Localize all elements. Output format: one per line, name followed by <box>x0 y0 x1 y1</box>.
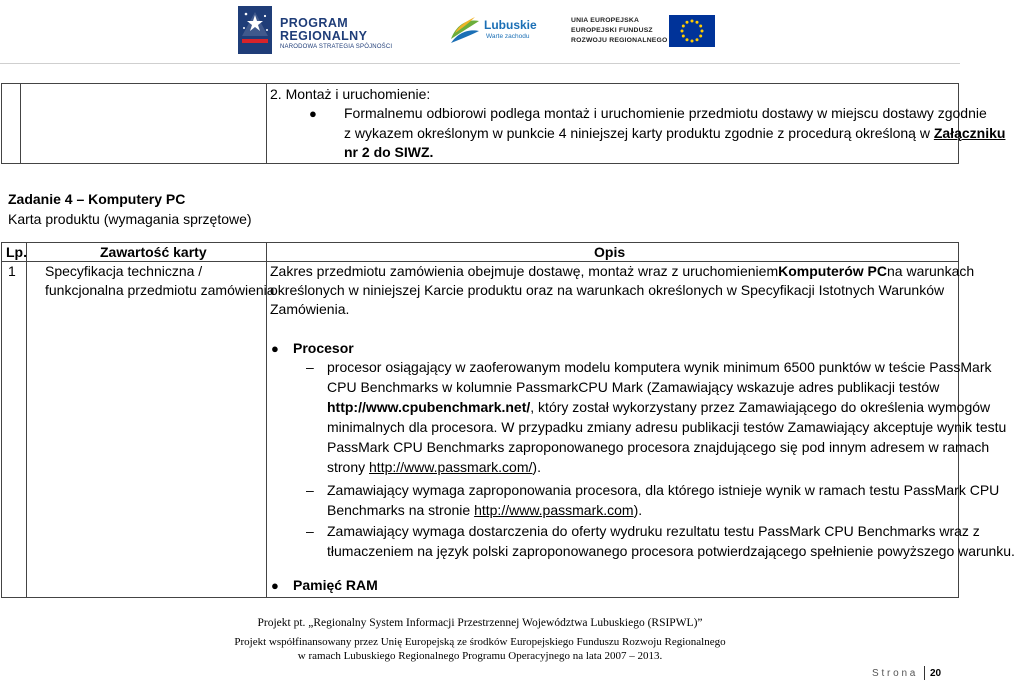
dash-icon: – <box>306 482 314 498</box>
footer-program: w ramach Lubuskiego Regionalnego Programu Operacyjnego na lata 2007 – 2013. <box>297 650 663 662</box>
p2-line2-text: Benchmarks na stronie <box>327 502 471 518</box>
row1-zawartosc-line2: funkcjonalna przedmiotu zamówienia <box>45 282 275 298</box>
section2-col-divider-1 <box>20 84 21 163</box>
cpubenchmark-url: http://www.cpubenchmark.net/ <box>327 399 531 415</box>
intro-line1-end: na warunkach <box>887 263 975 279</box>
row1-lp: 1 <box>8 263 16 279</box>
footer-cofinancing: Projekt współfinansowany przez Unię Europejską ze środków Europejskiego Funduszu Rozwoju Regionalnego <box>234 636 726 648</box>
lubuskie-name: Lubuskie <box>484 18 537 32</box>
p1-line3 <box>327 398 990 418</box>
page-label: S t r o n a <box>872 668 916 679</box>
section2-col-divider-2 <box>266 84 267 163</box>
row1-zawartosc-line1: Specyfikacja techniczna / <box>45 263 203 279</box>
p2-line1: Zamawiający wymaga zaproponowania procesora, dla którego istnieje wynik w ramach testu PassMark CPU <box>327 482 1000 498</box>
section2-heading: 2. Montaż i uruchomienie: <box>270 86 431 102</box>
row1-intro-line1 <box>270 262 975 282</box>
lubuskie-slogan: Warte zachodu <box>486 33 530 40</box>
header-lp: Lp. <box>6 244 27 260</box>
p1-line2: CPU Benchmarks w kolumnie PassmarkCPU Mark (Zamawiający wskazuje adres publikacji testów <box>327 379 940 395</box>
dash-icon: – <box>306 523 314 539</box>
p1-line3-rest: , który został wykorzystany przez Zamawiającego do określenia wymogów <box>530 399 991 415</box>
footer-project-title: Projekt pt. „Regionalny System Informacji Przestrzennej Województwa Lubuskiego (RSIPWL)” <box>257 617 703 629</box>
p1-line4: minimalnych dla procesora. W przypadku zmiany adresu publikacji testów Zamawiający akceptuje wynik testu <box>327 419 1007 435</box>
eu-line1: UNIA EUROPEJSKA <box>571 17 640 24</box>
program-regionalny-line2: REGIONALNY <box>280 29 368 43</box>
passmark-com-link[interactable]: http://www.passmark.com <box>474 502 634 518</box>
zalacznik-reference: Załączniku <box>933 124 1006 141</box>
section2-bullet-line2 <box>344 124 1005 144</box>
program-regionalny-line3: NARODOWA STRATEGIA SPÓJNOŚCI <box>280 44 393 50</box>
p1-line6-text: strony <box>327 459 366 475</box>
eu-flag-icon <box>669 15 715 47</box>
pamiec-label: Pamięć RAM <box>293 577 378 593</box>
page-number-divider <box>924 666 925 680</box>
dash-icon: – <box>306 359 314 375</box>
procesor-label: Procesor <box>293 340 354 356</box>
section2-bullet-line1: Formalnemu odbiorowi podlega montaż i uruchomienie przedmiotu dostawy w miejscu dostawy zgodnie <box>344 105 987 121</box>
intro-komputery-pc: Komputerów PC <box>778 263 887 279</box>
p2-line2-end: ). <box>633 502 643 518</box>
p1-line6 <box>327 458 541 478</box>
program-regionalny-line1: PROGRAM <box>280 16 349 30</box>
table-col-divider-1 <box>26 243 27 597</box>
program-regionalny-logo-icon <box>238 6 272 54</box>
p1-line6-end: ). <box>532 459 541 475</box>
header-zawartosc: Zawartość karty <box>100 244 207 260</box>
header-divider <box>0 63 960 64</box>
bullet-icon: ● <box>309 106 317 121</box>
row1-intro-line3: Zamówienia. <box>270 301 350 317</box>
page-number: 20 <box>930 668 942 679</box>
p1-line1: procesor osiągający w zaoferowanym modelu komputera wynik minimum 6500 punktów w teście PassMark <box>327 359 992 375</box>
eu-line2: EUROPEJSKI FUNDUSZ <box>571 27 653 34</box>
section2-bullet-line3: nr 2 do SIWZ. <box>344 144 434 160</box>
intro-line1-text: Zakres przedmiotu zamówienia obejmuje dostawę, montaż wraz z uruchomieniem <box>270 263 779 279</box>
logo-lubuskie <box>449 11 549 51</box>
passmark-link[interactable]: http://www.passmark.com/ <box>369 459 533 475</box>
section2-bullet-line2-text: z wykazem określonym w punkcie 4 niniejszej karty produktu zgodnie z procedurą określoną w <box>344 124 930 141</box>
p2-line2 <box>327 501 642 521</box>
procesor-bullet-icon: ● <box>271 341 279 356</box>
zadanie-subtitle: Karta produktu (wymagania sprzętowe) <box>8 211 252 227</box>
eu-line3: ROZWOJU REGIONALNEGO <box>571 37 668 44</box>
lubuskie-logo-icon <box>449 11 481 47</box>
logo-program-regionalny <box>238 6 398 54</box>
pamiec-bullet-icon: ● <box>271 578 279 593</box>
logo-unia-europejska <box>571 15 721 49</box>
zadanie-title: Zadanie 4 – Komputery PC <box>8 191 186 207</box>
header-opis: Opis <box>594 244 626 260</box>
p3-line1: Zamawiający wymaga dostarczenia do oferty wydruku rezultatu testu PassMark CPU Benchmarks wraz z <box>327 523 980 539</box>
p3-line2: tłumaczeniem na język polski zaproponowanego procesora potwierdzającego spełnienie powyższego warunku. <box>327 543 1015 559</box>
row1-intro-line2: określonych w niniejszej Karcie produktu oraz na warunkach określonych w Specyfikacji Istotnych Warunków <box>270 282 945 298</box>
p1-line5: PassMark CPU Benchmarks zaproponowanego procesora znajdującego się pod innym adresem w ramach <box>327 439 990 455</box>
